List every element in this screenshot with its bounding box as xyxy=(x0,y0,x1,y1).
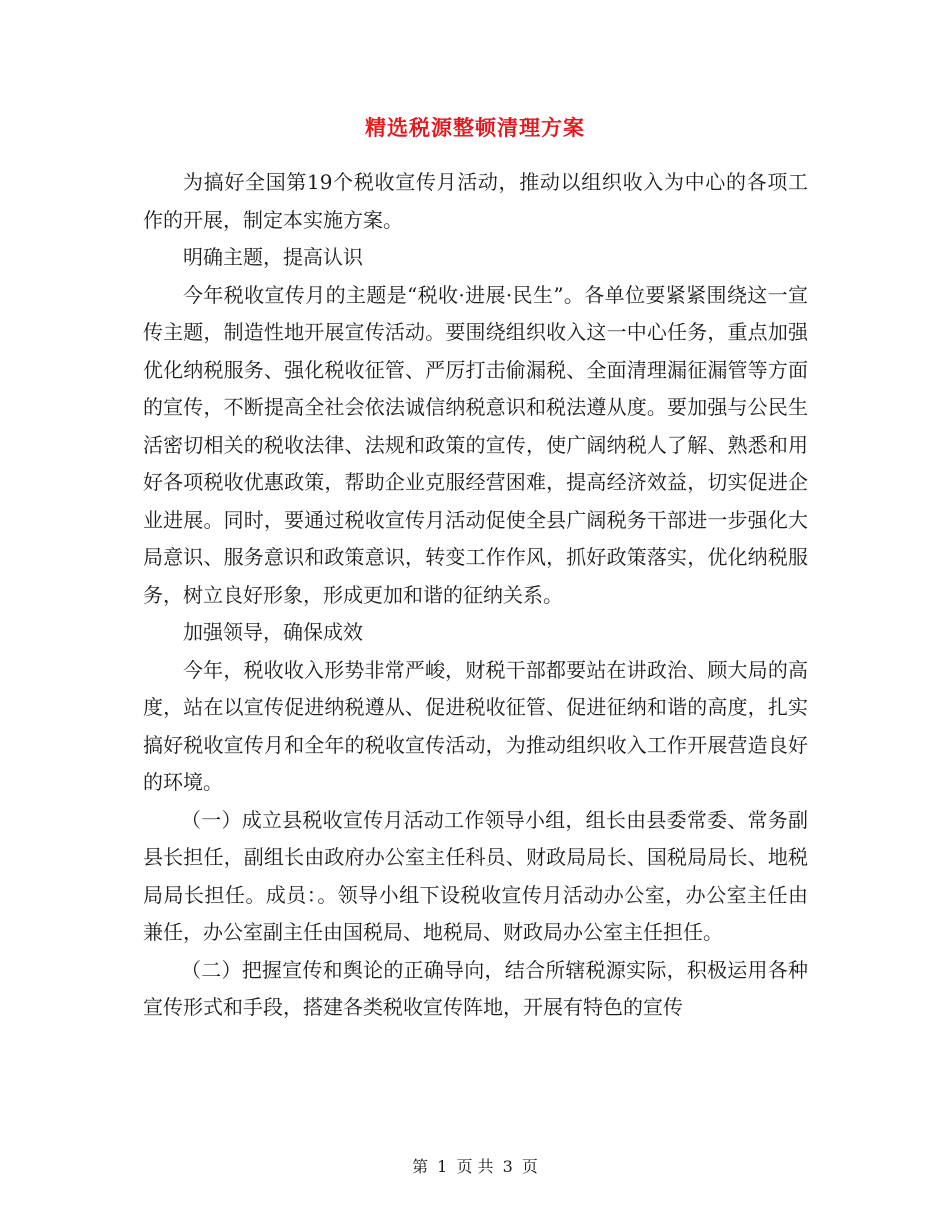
body-paragraph: 今年，税收收入形势非常严峻，财税干部都要站在讲政治、顾大局的高度，站在以宣传促进纳税遵从、促进税收征管、促进征纳和谐的高度，扎实搞好税收宣传月和全年的税收宣传活动，为推动组织收入工作开展营造良好的环境。 xyxy=(143,657,808,794)
body-paragraph: 今年税收宣传月的主题是“税收·进展·民生”。各单位要紧紧围绕这一宣传主题，制造性地开展宣传活动。要围绕组织收入这一中心任务，重点加强优化纳税服务、强化税收征管、严厉打击偷漏税、全面清理漏征漏管等方面的宣传，不断提高全社会依法诚信纳税意识和税法遵从度。要加强与公民生活密切相关的税收法律、法规和政策的宣传，使广阔纳税人了解、熟悉和用好各项税收优惠政策，帮助企业克服经营困难，提高经济效益，切实促进企业进展。同时，要通过税收宣传月活动促使全县广阔税务干部进一步强化大局意识、服务意识和政策意识，转变工作作风，抓好政策落实，优化纳税服务，树立良好形象，形成更加和谐的征纳关系。 xyxy=(143,282,808,607)
document-body xyxy=(143,164,808,1027)
list-item-paragraph: （一）成立县税收宣传月活动工作领导小组，组长由县委常委、常务副县长担任，副组长由政府办公室主任科员、财政局局长、国税局局长、地税局局长担任。成员：。领导小组下设税收宣传月活动办公室，办公室主任由兼任，办公室副主任由国税局、地税局、财政局办公室主任担任。 xyxy=(143,807,808,944)
document-title: 精选税源整顿清理方案 xyxy=(365,115,585,140)
footer-suffix: 页 xyxy=(521,1157,538,1176)
footer-middle: 页 共 xyxy=(456,1157,494,1176)
footer-prefix: 第 xyxy=(412,1157,429,1176)
list-item-paragraph: （二）把握宣传和舆论的正确导向，结合所辖税源实际，积极运用各种宣传形式和手段，搭建各类税收宣传阵地，开展有特色的宣传 xyxy=(143,957,808,1019)
footer-total-pages: 3 xyxy=(502,1157,513,1176)
intro-paragraph: 为搞好全国第19个税收宣传月活动，推动以组织收入为中心的各项工作的开展，制定本实施方案。 xyxy=(143,170,808,232)
page-footer xyxy=(0,1154,950,1177)
section-heading: 加强领导，确保成效 xyxy=(183,620,363,644)
section-heading: 明确主题，提高认识 xyxy=(183,245,363,269)
footer-page-number: 1 xyxy=(437,1157,448,1176)
